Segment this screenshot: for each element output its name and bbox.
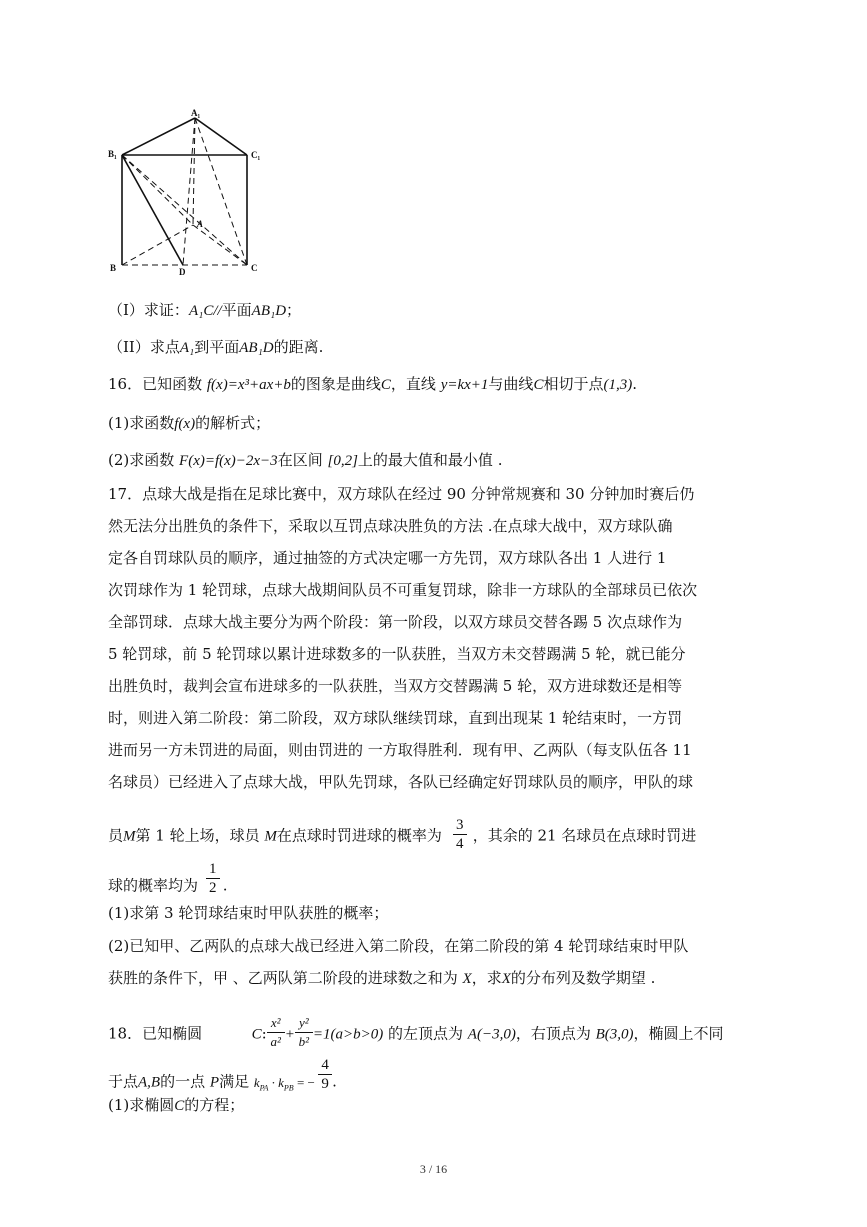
- q17-line-6: 5 轮罚球，前 5 轮罚球以累计进球数多的一队获胜，当双方未交替踢满 5 轮，就已能分: [108, 645, 686, 663]
- q17-line-11: 员M第 1 轮上场，球员 M在点球时罚进球的概率为 $\frac{3}{4}$ ，其余的 21 名球员在点球时罚进: [108, 817, 697, 852]
- edge-B1-A1: [122, 118, 195, 155]
- edge-A1-C: [195, 118, 247, 265]
- edge-A1-C1: [195, 118, 247, 155]
- q17-part2-line1: (2)已知甲、乙两队的点球大战已经进入第二阶段，在第二阶段的第 4 轮罚球结束时甲队: [108, 937, 689, 955]
- q17-line-10: 名球员）已经进入了点球大战，甲队先罚球，各队已经确定好罚球队员的顺序，甲队的球: [108, 773, 694, 791]
- q15-part1: （I）求证：A₁C//平面AB₁D；: [108, 301, 302, 319]
- fraction-four-ninths: $\frac{4}{9}$: [318, 1056, 332, 1093]
- fraction-y2-b2: $\frac{\text{y²}}{\text{b²}}$: [295, 1014, 313, 1051]
- fraction-one-half: $\frac{1}{2}$: [206, 860, 220, 897]
- prism-figure: [105, 105, 275, 280]
- label-D: D: [179, 267, 186, 277]
- edge-A1-A: [193, 118, 195, 225]
- q17-line-1: 17．点球大战是指在足球比赛中，双方球队在经过 90 分钟常规赛和 30 分钟加时赛后仍: [108, 485, 695, 503]
- q15-part2: （II）求点A₁到平面AB₁D的距离.: [108, 338, 324, 356]
- q17-line-12: 球的概率均为 $\frac{1}{2}$ .: [108, 861, 228, 896]
- page-number: 3 / 16: [419, 1162, 448, 1176]
- label-B1: B₁: [108, 149, 117, 159]
- q16-intro: 16．已知函数 f(x)=x³+ax+b的图象是曲线C，直线 y=kx+1与曲线C相切于点(1,3).: [108, 375, 637, 393]
- edge-A-B1: [122, 155, 193, 225]
- fraction-three-quarters: $\frac{3}{4}$: [453, 816, 467, 853]
- q17-line-2: 然无法分出胜负的条件下，采取以互罚点球决胜负的方法 .在点球大战中，双方球队确: [108, 517, 673, 535]
- q17-line-9: 进而另一方未罚进的局面，则由罚进的 一方取得胜利．现有甲、乙两队（每支队伍各 11: [108, 741, 692, 759]
- fraction-x2-a2: $\frac{\text{x²}}{\text{a²}}$: [267, 1014, 285, 1051]
- q18-part1: (1)求椭圆C的方程；: [108, 1096, 245, 1114]
- q17-line-8: 时，则进入第二阶段：第二阶段，双方球队继续罚球，直到出现某 1 轮结束时，一方罚: [108, 709, 683, 727]
- q17-line-4: 次罚球作为 1 轮罚球，点球大战期间队员不可重复罚球，除非一方球队的全部球员已依次: [108, 581, 698, 599]
- label-A: A: [197, 219, 204, 229]
- q17-line-3: 定各自罚球队员的顺序，通过抽签的方式决定哪一方先罚，双方球队各出 1 人进行 1: [108, 549, 667, 567]
- q18-intro: 18．已知椭圆 C: $\frac{\text{x²}}{\text{a²}}$ + $\frac{\text{y²}}{\text{b²}}$ =1(a>b>0) 的左顶点为 A(−3,0)，右顶点为 B(3,0)，椭圆上不同: [108, 1015, 724, 1049]
- q17-line-7: 出胜负时，裁判会宣布进球多的一队获胜，当双方交替踢满 5 轮，双方进球数还是相等: [108, 677, 683, 695]
- edge-A-C: [193, 225, 247, 265]
- label-C1: C₁: [251, 150, 261, 160]
- label-B: B: [110, 263, 117, 273]
- q17-part1: (1)求第 3 轮罚球结束时甲队获胜的概率；: [108, 904, 389, 922]
- q17-line-5: 全部罚球．点球大战主要分为两个阶段：第一阶段，以双方球员交替各踢 5 次点球作为: [108, 613, 683, 631]
- label-C: C: [251, 263, 258, 273]
- label-A1: A₁: [191, 108, 201, 118]
- edge-B-A: [122, 225, 193, 265]
- q18-line2: 于点A,B的一点 P满足 $k_{PA} \cdot k_{PB}$ = − $\frac{4}{9}$ .: [108, 1057, 337, 1093]
- edge-B1-D: [122, 155, 183, 265]
- q16-part1: (1)求函数f(x)的解析式；: [108, 414, 271, 432]
- q16-part2: (2)求函数 F(x)=f(x)−2x−3在区间 [0,2]上的最大值和最小值 .: [108, 451, 503, 469]
- q17-part2-line2: 获胜的条件下，甲 、乙两队第二阶段的进球数之和为 X，求X的分布列及数学期望 .: [108, 969, 656, 987]
